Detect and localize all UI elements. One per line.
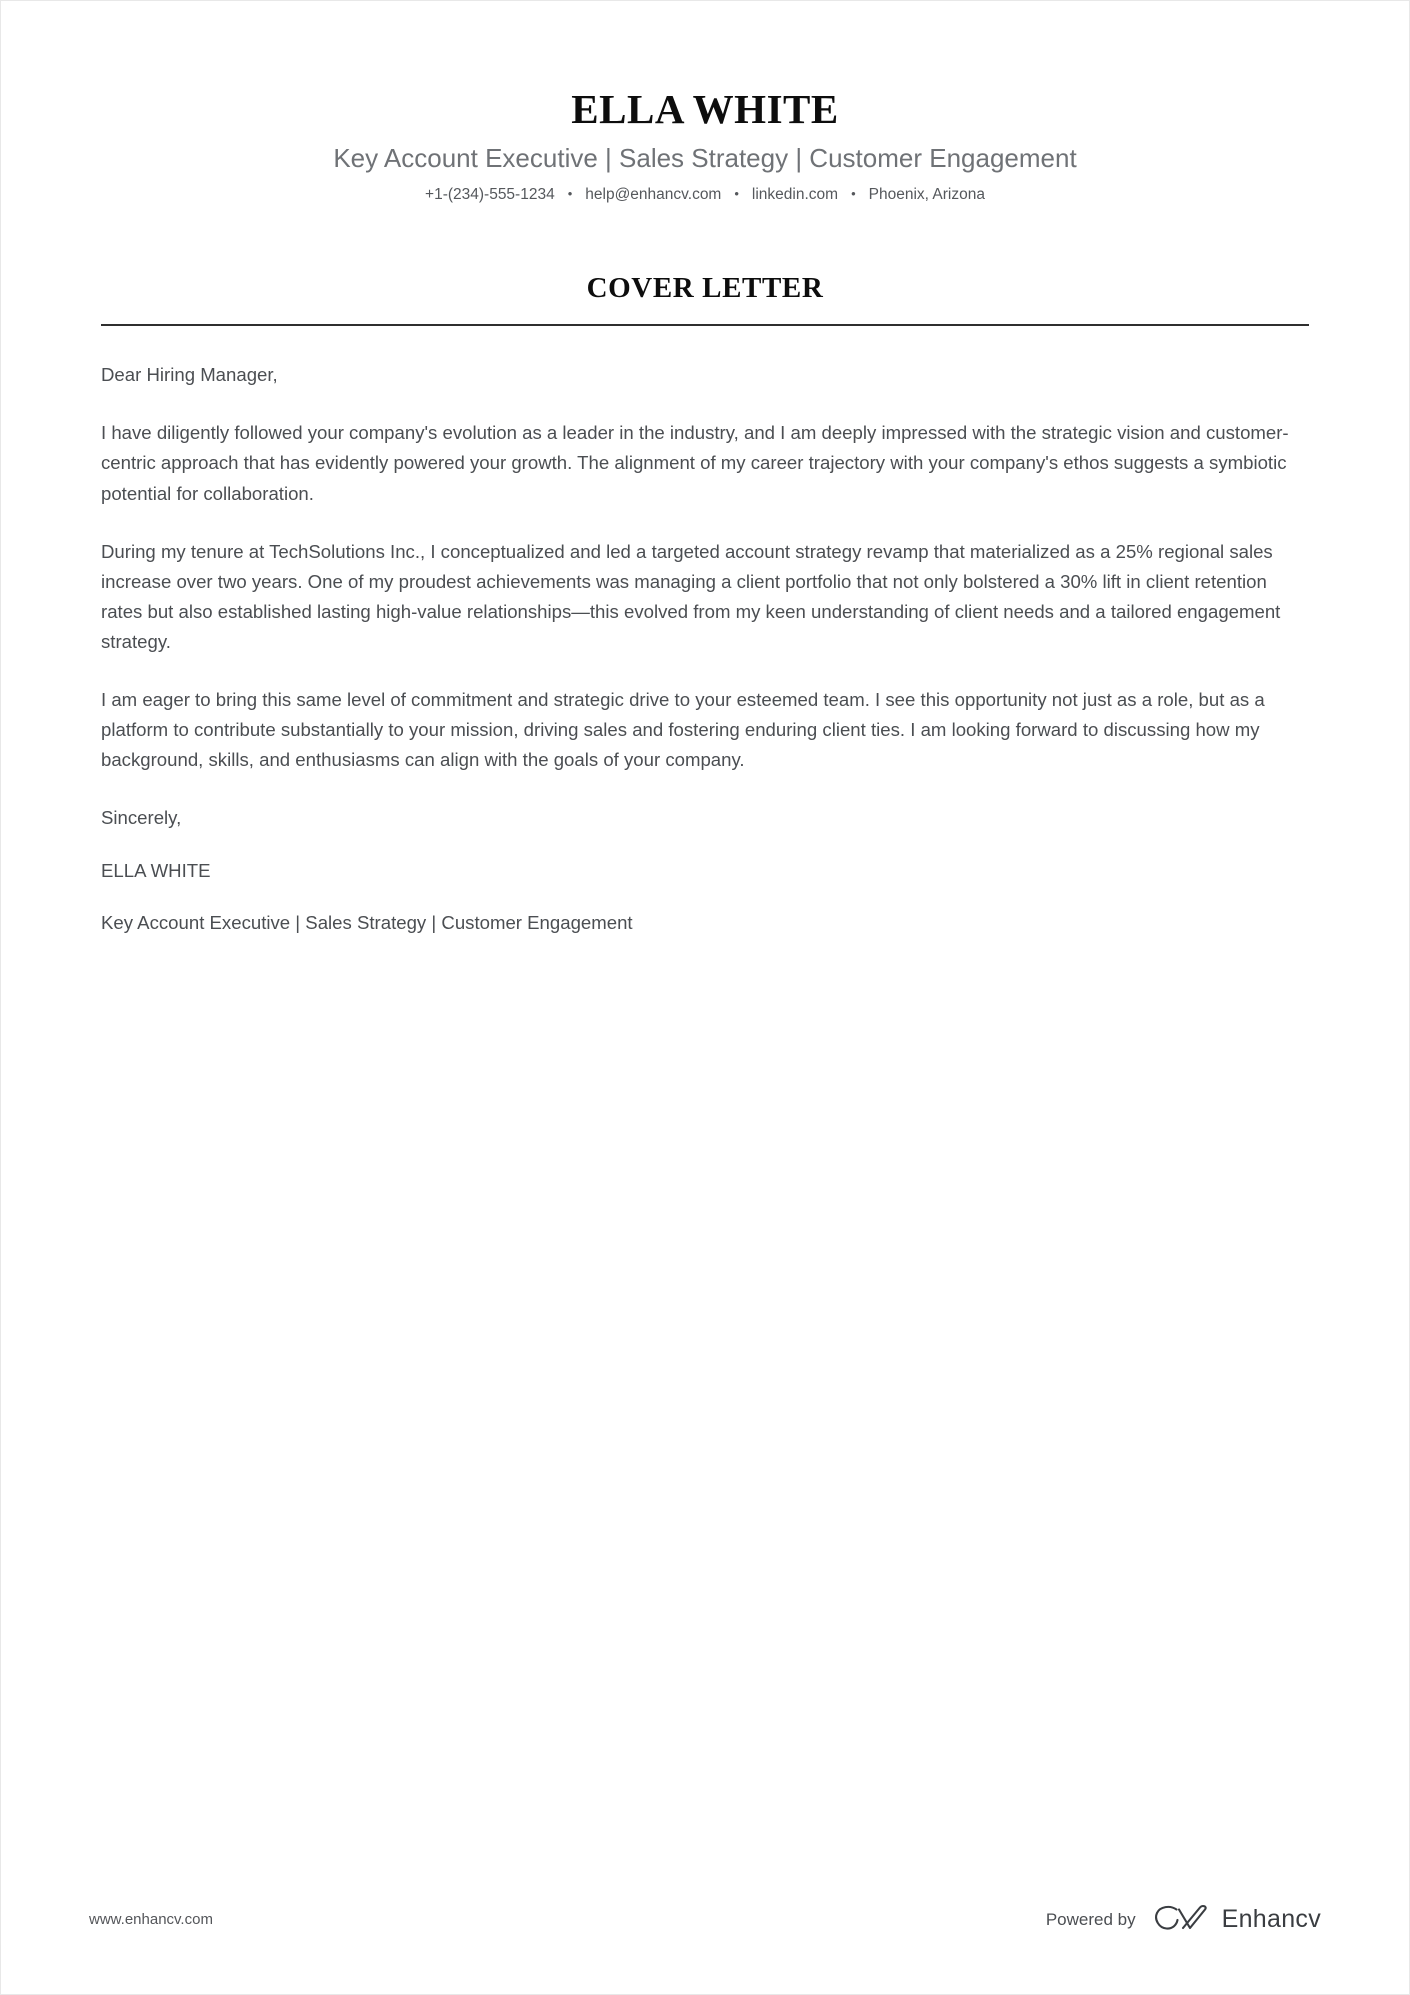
document-footer <box>1 1904 1409 1934</box>
letter-paragraph: I am eager to bring this same level of commitment and strategic drive to your esteemed team. I see this opportunity not just as a role, but as a platform to contribute substantially to your mission, driving sales and fostering enduring client ties. I am looking forward to discussing how my background, skills, and enthusiasms can align with the goals of your company. <box>101 689 1265 771</box>
letter-closing: Sincerely, <box>101 807 182 829</box>
footer-website-url[interactable]: www.enhancv.com <box>89 1910 213 1928</box>
contact-line <box>1 184 1409 206</box>
section-title: COVER LETTER <box>586 272 824 305</box>
signature-title: Key Account Executive | Sales Strategy | Customer Engagement <box>101 911 633 933</box>
section-divider <box>101 324 1309 326</box>
enhancv-cv-logo-icon <box>1152 1904 1210 1934</box>
enhancv-brand-name: Enhancv <box>1221 1904 1321 1933</box>
letter-body <box>1 360 1409 938</box>
candidate-headline: Key Account Executive | Sales Strategy | Customer Engagement <box>333 142 1077 173</box>
bullet-separator-icon: • <box>734 186 739 202</box>
powered-by-label: Powered by <box>1045 1909 1136 1929</box>
letter-paragraph: I have diligently followed your company's evolution as a leader in the industry, and I am deeply impressed with the strategic vision and customer-centric approach that has evidently powered your growth. The alignment of my career trajectory with your company's ethos suggests a symbiotic potential for collaboration. <box>101 422 1289 504</box>
footer-branding <box>1046 1904 1321 1934</box>
contact-linkedin[interactable]: linkedin.com <box>751 185 839 203</box>
document-header <box>1 1 1409 205</box>
section-header <box>1 271 1409 326</box>
contact-email[interactable]: help@enhancv.com <box>585 185 722 203</box>
candidate-name: ELLA WHITE <box>571 86 839 132</box>
letter-salutation: Dear Hiring Manager, <box>101 364 278 386</box>
bullet-separator-icon: • <box>851 186 856 202</box>
enhancv-logo <box>1152 1904 1321 1934</box>
bullet-separator-icon: • <box>567 186 573 202</box>
contact-location: Phoenix, Arizona <box>868 185 985 203</box>
signature-name: ELLA WHITE <box>101 859 211 881</box>
contact-phone: +1-(234)-555-1234 <box>425 185 555 203</box>
letter-paragraph: During my tenure at TechSolutions Inc., I conceptualized and led a targeted account strategy revamp that materialized as a 25% regional sales increase over two years. One of my proudest achievements was managing a client portfolio that not only bolstered a 30% lift in client retention rates but also established lasting high-value relationships—this evolved from my keen understanding of client needs and a tailored engagement strategy. <box>101 540 1281 652</box>
